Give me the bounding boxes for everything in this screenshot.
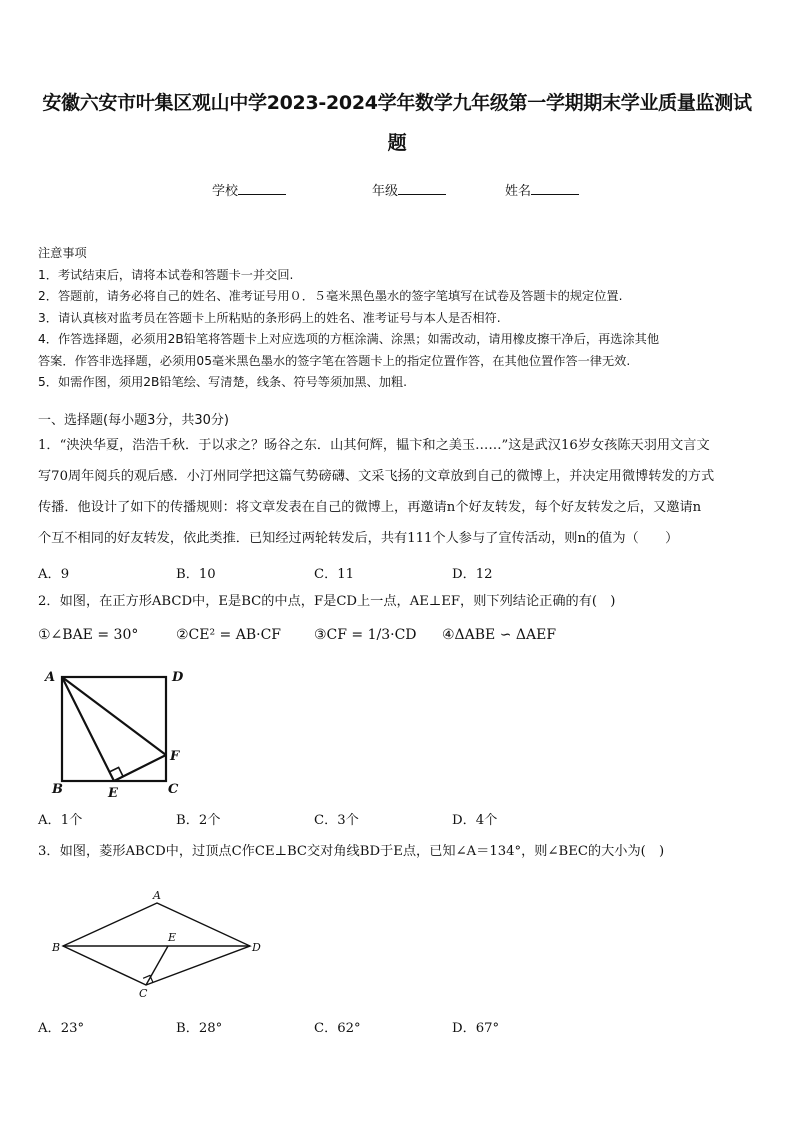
- label-b: B: [52, 941, 61, 954]
- name-field: [505, 180, 579, 199]
- note-item: 3．请认真核对监考员在答题卡上所粘贴的条形码上的姓名、准考证号与本人是否相符.: [38, 310, 501, 325]
- label-e: E: [108, 786, 118, 801]
- q2-stem-line: 2．如图，在正方形ABCD中，E是BC的中点，F是CD上一点，AE⊥EF，则下列结论正确的有( ): [38, 594, 616, 609]
- q1-line: 个互不相同的好友转发，依此类推．已知经过两轮转发后，共有111个人参与了宣传活动，则n的值为（ ）: [38, 531, 679, 546]
- grade-label: 年级: [372, 184, 399, 199]
- question-2-options: [38, 809, 758, 829]
- label-a: A: [45, 670, 56, 685]
- question-1-options: [38, 563, 758, 583]
- label-a: A: [153, 889, 161, 902]
- q2-conclusion-4: ④ΔABE ∽ ΔAEF: [442, 627, 557, 643]
- note-item: 答案．作答非选择题，必须用05毫米黑色墨水的签字笔在答题卡上的指定位置作答，在其他位置作答一律无效.: [38, 353, 631, 368]
- student-info-row: [0, 180, 794, 202]
- label-d: D: [252, 941, 261, 954]
- q1-option-a[interactable]: A．9: [38, 567, 70, 582]
- q2-option-b[interactable]: B．2个: [176, 813, 221, 828]
- q3-option-a[interactable]: A．23°: [38, 1021, 85, 1036]
- label-f: F: [170, 749, 180, 764]
- section-title: 一、选择题(每小题3分，共30分): [38, 413, 229, 428]
- segment-ce: [146, 946, 168, 985]
- label-d: D: [172, 670, 184, 685]
- q2-conclusion-2: ②CE² = AB·CF: [176, 627, 281, 643]
- q2-conclusion-1: ①∠BAE = 30°: [38, 627, 139, 643]
- question-3-stem: [38, 836, 760, 867]
- segment-af: [62, 677, 166, 755]
- square-abcd: [62, 677, 166, 781]
- note-item: 1．考试结束后，请将本试卷和答题卡一并交回.: [38, 267, 294, 282]
- rhombus-abcd: [63, 903, 250, 985]
- question-1-stem: [38, 430, 760, 554]
- grade-field: [372, 180, 446, 199]
- q3-stem-line: 3．如图，菱形ABCD中，过顶点C作CE⊥BC交对角线BD于E点，已知∠A＝134°，则∠BEC的大小为( ): [38, 844, 665, 859]
- question-2-conclusions: [38, 627, 758, 651]
- name-label: 姓名: [505, 184, 532, 199]
- page-title: 安徽六安市叶集区观山中学2023-2024学年数学九年级第一学期期末学业质量监测试: [42, 92, 752, 114]
- notes-block: [38, 243, 758, 394]
- question-2-stem: [38, 586, 760, 617]
- q2-option-d[interactable]: D．4个: [452, 813, 498, 828]
- segment-ae: [62, 677, 114, 781]
- notes-heading: 注意事项: [38, 246, 87, 260]
- label-b: B: [52, 782, 63, 797]
- segment-ef: [114, 755, 166, 781]
- q1-line: 写70周年阅兵的观后感．小汀州同学把这篇气势磅礴、文采飞扬的文章放到自己的微博上，并决定用微博转发的方式: [38, 469, 715, 484]
- school-label: 学校: [212, 184, 239, 199]
- note-item: 2．答题前，请务必将自己的姓名、准考证号用０．５毫米黑色墨水的签字笔填写在试卷及答题卡的规定位置.: [38, 289, 623, 303]
- page-title-continued: 题: [387, 132, 407, 154]
- q1-line: 1．“泱泱华夏，浩浩千秋．于以求之？旸谷之东．山其何辉，韫卞和之美玉……”这是武汉16岁女孩陈天羽用文言文: [38, 438, 710, 453]
- label-e: E: [168, 931, 177, 944]
- label-c: C: [139, 987, 148, 1000]
- right-angle-mark-e: [110, 767, 124, 776]
- q2-option-a[interactable]: A．1个: [38, 813, 83, 828]
- q2-option-c[interactable]: C．3个: [314, 813, 359, 828]
- q3-option-c[interactable]: C．62°: [314, 1021, 361, 1036]
- q3-option-d[interactable]: D．67°: [452, 1021, 500, 1036]
- q1-line: 传播．他设计了如下的传播规则：将文章发表在自己的微博上，再邀请n个好友转发，每个好友转发之后，又邀请n: [38, 500, 702, 515]
- q3-option-b[interactable]: B．28°: [176, 1021, 223, 1036]
- q2-conclusion-3: ③CF = 1/3·CD: [314, 627, 417, 643]
- q1-option-d[interactable]: D．12: [452, 567, 493, 582]
- school-field: [212, 180, 286, 199]
- name-blank[interactable]: [531, 180, 579, 195]
- right-angle-mark-c: [143, 975, 153, 982]
- school-blank[interactable]: [238, 180, 286, 195]
- q1-option-b[interactable]: B．10: [176, 567, 216, 582]
- question-3-options: [38, 1017, 758, 1037]
- grade-blank[interactable]: [398, 180, 446, 195]
- q1-option-c[interactable]: C．11: [314, 567, 355, 582]
- label-c: C: [168, 782, 179, 797]
- note-item: 4．作答选择题，必须用2B铅笔将答题卡上对应选项的方框涂满、涂黑；如需改动，请用橡皮擦干净后，再选涂其他: [38, 332, 660, 346]
- note-item: 5．如需作图，须用2B铅笔绘、写清楚，线条、符号等须加黑、加粗.: [38, 375, 407, 389]
